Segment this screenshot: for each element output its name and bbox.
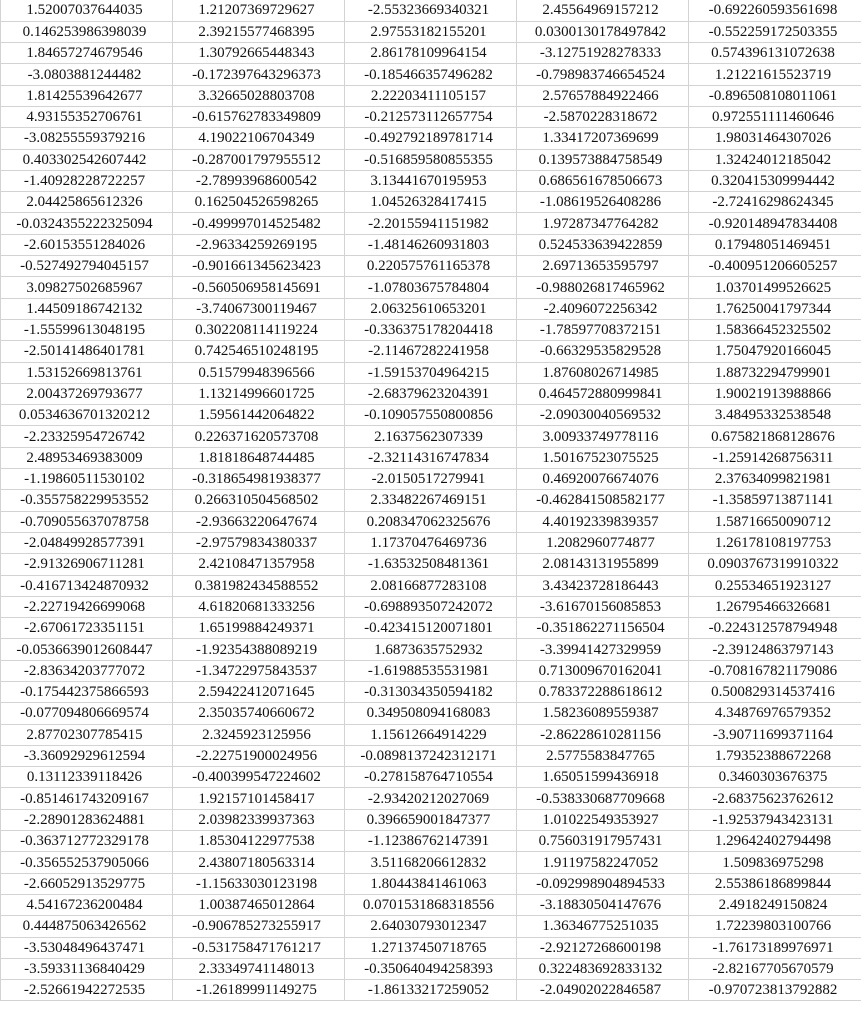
table-cell[interactable]: -0.363712772329178	[1, 831, 173, 852]
table-cell[interactable]: -2.22751900024956	[173, 745, 345, 766]
table-row	[1, 170, 861, 191]
table-row	[1, 490, 861, 511]
table-cell[interactable]: 1.29642402794498	[689, 831, 861, 852]
table-cell[interactable]: 0.146253986398039	[1, 21, 173, 42]
table-cell[interactable]: 3.09827502685967	[1, 277, 173, 298]
table-cell[interactable]: 0.139573884758549	[517, 149, 689, 170]
table-cell[interactable]: 4.61820681333256	[173, 596, 345, 617]
table-row	[1, 128, 861, 149]
table-cell[interactable]: 0.25534651923127	[689, 575, 861, 596]
table-cell[interactable]: 0.0903767319910322	[689, 554, 861, 575]
table-cell[interactable]: 2.3245923125956	[173, 724, 345, 745]
table-cell[interactable]: -0.896508108011061	[689, 85, 861, 106]
table-cell[interactable]: 0.162504526598265	[173, 192, 345, 213]
table-cell[interactable]: -0.920148947834408	[689, 213, 861, 234]
table-row	[1, 362, 861, 383]
table-cell[interactable]: 2.1637562307339	[345, 426, 517, 447]
table-cell[interactable]: 1.59561442064822	[173, 405, 345, 426]
table-cell[interactable]: 3.00933749778116	[517, 426, 689, 447]
table-cell[interactable]: 4.54167236200484	[1, 894, 173, 915]
table-cell[interactable]: -1.86133217259052	[345, 980, 517, 1001]
table-cell[interactable]: -2.60153551284026	[1, 234, 173, 255]
table-cell[interactable]: -2.68375623762612	[689, 788, 861, 809]
table-cell[interactable]: -0.970723813792882	[689, 980, 861, 1001]
table-cell[interactable]: 1.2082960774877	[517, 532, 689, 553]
table-row	[1, 192, 861, 213]
table-cell[interactable]: 1.21207369729627	[173, 0, 345, 21]
table-cell[interactable]: -0.175442375866593	[1, 682, 173, 703]
table-cell[interactable]: -2.82167705670579	[689, 958, 861, 979]
table-row	[1, 554, 861, 575]
table-cell[interactable]: 1.58716650090712	[689, 511, 861, 532]
table-cell[interactable]: -1.59153704964215	[345, 362, 517, 383]
table-cell[interactable]: 1.90021913988866	[689, 383, 861, 404]
table-cell[interactable]: 0.396659001847377	[345, 809, 517, 830]
table-cell[interactable]: 1.26178108197753	[689, 532, 861, 553]
table-row	[1, 426, 861, 447]
table-cell[interactable]: -1.34722975843537	[173, 660, 345, 681]
table-cell[interactable]: 2.03982339937363	[173, 809, 345, 830]
table-row	[1, 703, 861, 724]
table-cell[interactable]: 0.322483692833132	[517, 958, 689, 979]
table-cell[interactable]: 0.742546510248195	[173, 341, 345, 362]
table-cell[interactable]: -0.692260593561698	[689, 0, 861, 21]
table-cell[interactable]: 1.6873635752932	[345, 639, 517, 660]
table-cell[interactable]: 0.0300130178497842	[517, 21, 689, 42]
table-cell[interactable]: 2.08166877283108	[345, 575, 517, 596]
table-cell[interactable]: 0.675821868128676	[689, 426, 861, 447]
table-cell[interactable]: -2.22719426699068	[1, 596, 173, 617]
table-cell[interactable]: -3.18830504147676	[517, 894, 689, 915]
table-cell[interactable]: -1.92537943423131	[689, 809, 861, 830]
table-row	[1, 596, 861, 617]
table-cell[interactable]: -1.19860511530102	[1, 469, 173, 490]
table-cell[interactable]: -2.93420212027069	[345, 788, 517, 809]
table-cell[interactable]: -2.5870228318672	[517, 106, 689, 127]
table-cell[interactable]: -0.709055637078758	[1, 511, 173, 532]
table-cell[interactable]: 2.69713653595797	[517, 256, 689, 277]
table-cell[interactable]: -1.63532508481361	[345, 554, 517, 575]
table-cell[interactable]: 0.574396131072638	[689, 43, 861, 64]
table-cell[interactable]: 1.81425539642677	[1, 85, 173, 106]
table-cell[interactable]: -3.08255559379216	[1, 128, 173, 149]
table-row	[1, 831, 861, 852]
table-cell[interactable]: 1.04526328417415	[345, 192, 517, 213]
table-cell[interactable]: -2.11467282241958	[345, 341, 517, 362]
table-cell[interactable]: -0.0324355222325094	[1, 213, 173, 234]
table-cell[interactable]: 2.22203411105157	[345, 85, 517, 106]
table-cell[interactable]: -3.90711699371164	[689, 724, 861, 745]
table-row	[1, 469, 861, 490]
table-row	[1, 618, 861, 639]
table-cell[interactable]: -0.66329535829528	[517, 341, 689, 362]
table-row	[1, 767, 861, 788]
table-cell[interactable]: -2.52661942272535	[1, 980, 173, 1001]
table-cell[interactable]: 2.06325610653201	[345, 298, 517, 319]
table-row	[1, 980, 861, 1001]
table-cell[interactable]: -3.36092929612594	[1, 745, 173, 766]
table-cell[interactable]: 1.00387465012864	[173, 894, 345, 915]
table-cell[interactable]: -2.32114316747834	[345, 447, 517, 468]
table-cell[interactable]: 2.97553182155201	[345, 21, 517, 42]
table-cell[interactable]: -0.906785273255917	[173, 916, 345, 937]
table-cell[interactable]: 2.00437269793677	[1, 383, 173, 404]
table-cell[interactable]: 2.33482267469151	[345, 490, 517, 511]
table-body	[1, 0, 861, 1001]
table-cell[interactable]: 4.19022106704349	[173, 128, 345, 149]
table-row	[1, 64, 861, 85]
table-cell[interactable]: -1.35859713871141	[689, 490, 861, 511]
table-cell[interactable]: 0.524533639422859	[517, 234, 689, 255]
table-cell[interactable]: -0.109057550800856	[345, 405, 517, 426]
table-cell[interactable]: 1.75047920166045	[689, 341, 861, 362]
table-cell[interactable]: 0.713009670162041	[517, 660, 689, 681]
table-cell[interactable]: -1.08619526408286	[517, 192, 689, 213]
table-cell[interactable]: -3.53048496437471	[1, 937, 173, 958]
table-cell[interactable]: 1.81818648744485	[173, 447, 345, 468]
table-cell[interactable]: 0.3460303676375	[689, 767, 861, 788]
table-cell[interactable]: -2.39124863797143	[689, 639, 861, 660]
table-row	[1, 0, 861, 21]
table-cell[interactable]: -2.04902022846587	[517, 980, 689, 1001]
table-cell[interactable]: 0.381982434588552	[173, 575, 345, 596]
table-cell[interactable]: 1.13214996601725	[173, 383, 345, 404]
table-cell[interactable]: 1.32424012185042	[689, 149, 861, 170]
table-cell[interactable]: 0.0701531868318556	[345, 894, 517, 915]
table-cell[interactable]: 1.27137450718765	[345, 937, 517, 958]
table-cell[interactable]: 2.4918249150824	[689, 894, 861, 915]
table-cell[interactable]: 2.5775583847765	[517, 745, 689, 766]
table-cell[interactable]: 2.04425865612326	[1, 192, 173, 213]
table-cell[interactable]: -0.336375178204418	[345, 319, 517, 340]
table-cell[interactable]: -2.23325954726742	[1, 426, 173, 447]
table-cell[interactable]: -2.0150517279941	[345, 469, 517, 490]
table-row	[1, 341, 861, 362]
table-cell[interactable]: 0.444875063426562	[1, 916, 173, 937]
table-cell[interactable]: -3.39941427329959	[517, 639, 689, 660]
table-cell[interactable]: 2.55386186899844	[689, 873, 861, 894]
table-cell[interactable]: -0.552259172503355	[689, 21, 861, 42]
table-cell[interactable]: -2.04849928577391	[1, 532, 173, 553]
table-cell[interactable]: 3.32665028803708	[173, 85, 345, 106]
table-cell[interactable]: -2.09030040569532	[517, 405, 689, 426]
table-cell[interactable]: -0.0898137242312171	[345, 745, 517, 766]
table-cell[interactable]: 1.03701499526625	[689, 277, 861, 298]
table-row	[1, 809, 861, 830]
table-cell[interactable]: -0.527492794045157	[1, 256, 173, 277]
table-cell[interactable]: 0.500829314537416	[689, 682, 861, 703]
table-cell[interactable]: 0.51579948396566	[173, 362, 345, 383]
table-row	[1, 21, 861, 42]
table-cell[interactable]: 0.226371620573708	[173, 426, 345, 447]
table-cell[interactable]: -2.83634203777072	[1, 660, 173, 681]
table-cell[interactable]: -0.224312578794948	[689, 618, 861, 639]
table-cell[interactable]: -0.416713424870932	[1, 575, 173, 596]
table-cell[interactable]: 0.17948051469451	[689, 234, 861, 255]
table-cell[interactable]: -0.698893507242072	[345, 596, 517, 617]
table-row	[1, 958, 861, 979]
table-cell[interactable]: -0.356552537905066	[1, 852, 173, 873]
table-cell[interactable]: -1.12386762147391	[345, 831, 517, 852]
table-row	[1, 682, 861, 703]
table-cell[interactable]: 1.98031464307026	[689, 128, 861, 149]
table-cell[interactable]: -2.93663220647674	[173, 511, 345, 532]
table-cell[interactable]: -0.798983746654524	[517, 64, 689, 85]
table-cell[interactable]: 3.51168206612832	[345, 852, 517, 873]
table-cell[interactable]: 4.93155352706761	[1, 106, 173, 127]
table-cell[interactable]: 0.266310504568502	[173, 490, 345, 511]
table-cell[interactable]: 0.756031917957431	[517, 831, 689, 852]
table-cell[interactable]: 1.92157101458417	[173, 788, 345, 809]
table-cell[interactable]: -0.560506958145691	[173, 277, 345, 298]
table-cell[interactable]: 0.0534636701320212	[1, 405, 173, 426]
table-cell[interactable]: -3.12751928278333	[517, 43, 689, 64]
table-cell[interactable]: 1.33417207369699	[517, 128, 689, 149]
table-cell[interactable]: 2.59422412071645	[173, 682, 345, 703]
table-cell[interactable]: 0.320415309994442	[689, 170, 861, 191]
table-row	[1, 43, 861, 64]
table-cell[interactable]: 1.65051599436918	[517, 767, 689, 788]
table-cell[interactable]: 1.72239803100766	[689, 916, 861, 937]
table-cell[interactable]: 0.783372288618612	[517, 682, 689, 703]
table-cell[interactable]: -0.499997014525482	[173, 213, 345, 234]
table-cell[interactable]: 0.220575761165378	[345, 256, 517, 277]
table-row	[1, 745, 861, 766]
table-cell[interactable]: 2.35035740660672	[173, 703, 345, 724]
table-cell[interactable]: 2.43807180563314	[173, 852, 345, 873]
table-row	[1, 852, 861, 873]
table-row	[1, 575, 861, 596]
table-row	[1, 532, 861, 553]
table-cell[interactable]: 2.87702307785415	[1, 724, 173, 745]
table-cell[interactable]: -1.40928228722257	[1, 170, 173, 191]
table-cell[interactable]: -2.66052913529775	[1, 873, 173, 894]
table-cell[interactable]: -1.48146260931803	[345, 234, 517, 255]
table-row	[1, 724, 861, 745]
table-cell[interactable]: 2.33349741148013	[173, 958, 345, 979]
table-row	[1, 405, 861, 426]
table-cell[interactable]: 1.85304122977538	[173, 831, 345, 852]
table-cell[interactable]: -0.313034350594182	[345, 682, 517, 703]
table-row	[1, 319, 861, 340]
table-cell[interactable]: 1.80443841461063	[345, 873, 517, 894]
table-cell[interactable]: 0.403302542607442	[1, 149, 173, 170]
table-cell[interactable]: -0.212573112657754	[345, 106, 517, 127]
table-cell[interactable]: -0.092998904894533	[517, 873, 689, 894]
table-cell[interactable]: -0.423415120071801	[345, 618, 517, 639]
table-cell[interactable]: 2.39215577468395	[173, 21, 345, 42]
table-cell[interactable]: 2.37634099821981	[689, 469, 861, 490]
table-cell[interactable]: 1.87608026714985	[517, 362, 689, 383]
table-cell[interactable]: -2.50141486401781	[1, 341, 173, 362]
table-cell[interactable]: -3.74067300119467	[173, 298, 345, 319]
table-cell[interactable]: -2.78993968600542	[173, 170, 345, 191]
table-cell[interactable]: 0.972551111460646	[689, 106, 861, 127]
table-row	[1, 256, 861, 277]
table-cell[interactable]: 4.40192339839357	[517, 511, 689, 532]
table-cell[interactable]: 1.36346775251035	[517, 916, 689, 937]
table-cell[interactable]: -0.185466357496282	[345, 64, 517, 85]
table-cell[interactable]: -1.92354388089219	[173, 639, 345, 660]
table-cell[interactable]: 2.08143131955899	[517, 554, 689, 575]
table-cell[interactable]: -0.708167821179086	[689, 660, 861, 681]
table-cell[interactable]: -2.28901283624881	[1, 809, 173, 830]
table-cell[interactable]: -0.355758229953552	[1, 490, 173, 511]
table-cell[interactable]: 1.65199884249371	[173, 618, 345, 639]
table-cell[interactable]: -3.0803881244482	[1, 64, 173, 85]
table-cell[interactable]: 1.97287347764282	[517, 213, 689, 234]
table-cell[interactable]: 2.64030793012347	[345, 916, 517, 937]
table-cell[interactable]: -3.59331136840429	[1, 958, 173, 979]
table-cell[interactable]: 1.26795466326681	[689, 596, 861, 617]
table-cell[interactable]: -0.531758471761217	[173, 937, 345, 958]
table-cell[interactable]: 2.45564969157212	[517, 0, 689, 21]
table-cell[interactable]: 3.48495332538548	[689, 405, 861, 426]
table-cell[interactable]: 0.13112339118426	[1, 767, 173, 788]
table-cell[interactable]: -1.15633030123198	[173, 873, 345, 894]
table-cell[interactable]: 1.58236089559387	[517, 703, 689, 724]
table-cell[interactable]: 0.208347062325676	[345, 511, 517, 532]
table-cell[interactable]: -1.61988535531981	[345, 660, 517, 681]
table-cell[interactable]: 0.686561678506673	[517, 170, 689, 191]
table-cell[interactable]: 1.79352388672268	[689, 745, 861, 766]
table-row	[1, 383, 861, 404]
table-cell[interactable]: 0.46920076674076	[517, 469, 689, 490]
table-cell[interactable]: -1.76173189976971	[689, 937, 861, 958]
table-cell[interactable]: -0.278158764710554	[345, 767, 517, 788]
table-cell[interactable]: -1.25914268756311	[689, 447, 861, 468]
table-cell[interactable]: 1.52007037644035	[1, 0, 173, 21]
table-cell[interactable]: -2.20155941151982	[345, 213, 517, 234]
table-cell[interactable]: -3.61670156085853	[517, 596, 689, 617]
table-cell[interactable]: -1.55599613048195	[1, 319, 173, 340]
table-cell[interactable]: -2.86228610281156	[517, 724, 689, 745]
table-cell[interactable]: 2.48953469383009	[1, 447, 173, 468]
table-cell[interactable]: -0.318654981938377	[173, 469, 345, 490]
table-row	[1, 149, 861, 170]
table-cell[interactable]: -0.492792189781714	[345, 128, 517, 149]
table-row	[1, 277, 861, 298]
table-cell[interactable]: -1.07803675784804	[345, 277, 517, 298]
table-cell[interactable]: -1.78597708372151	[517, 319, 689, 340]
table-row	[1, 213, 861, 234]
table-row	[1, 937, 861, 958]
table-cell[interactable]: -0.077094806669574	[1, 703, 173, 724]
table-cell[interactable]: -0.851461743209167	[1, 788, 173, 809]
table-row	[1, 298, 861, 319]
table-cell[interactable]: -2.67061723351151	[1, 618, 173, 639]
table-cell[interactable]: 1.53152669813761	[1, 362, 173, 383]
table-cell[interactable]: 1.58366452325502	[689, 319, 861, 340]
table-cell[interactable]: -2.55323669340321	[345, 0, 517, 21]
table-cell[interactable]: 4.34876976579352	[689, 703, 861, 724]
table-row	[1, 106, 861, 127]
table-cell[interactable]: -0.462841508582177	[517, 490, 689, 511]
table-cell[interactable]: -1.26189991149275	[173, 980, 345, 1001]
table-cell[interactable]: 0.464572880999841	[517, 383, 689, 404]
table-cell[interactable]: -0.287001797955512	[173, 149, 345, 170]
table-cell[interactable]: -0.901661345623423	[173, 256, 345, 277]
table-cell[interactable]: -0.538330687709668	[517, 788, 689, 809]
table-row	[1, 873, 861, 894]
table-cell[interactable]: -2.72416298624345	[689, 192, 861, 213]
table-cell[interactable]: 2.42108471357958	[173, 554, 345, 575]
table-cell[interactable]: 1.509836975298	[689, 852, 861, 873]
table-cell[interactable]: -0.615762783349809	[173, 106, 345, 127]
table-cell[interactable]: -2.4096072256342	[517, 298, 689, 319]
table-cell[interactable]: -2.68379623204391	[345, 383, 517, 404]
table-cell[interactable]: -0.400399547224602	[173, 767, 345, 788]
table-cell[interactable]: 1.44509186742132	[1, 298, 173, 319]
table-cell[interactable]: 3.43423728186443	[517, 575, 689, 596]
table-cell[interactable]: 1.84657274679546	[1, 43, 173, 64]
table-cell[interactable]: 1.50167523075525	[517, 447, 689, 468]
table-cell[interactable]: 1.17370476469736	[345, 532, 517, 553]
table-cell[interactable]: 1.21221615523719	[689, 64, 861, 85]
table-cell[interactable]: 1.88732294799901	[689, 362, 861, 383]
table-row	[1, 85, 861, 106]
table-cell[interactable]: -2.97579834380337	[173, 532, 345, 553]
table-cell[interactable]: -0.172397643296373	[173, 64, 345, 85]
table-row	[1, 660, 861, 681]
table-cell[interactable]: -2.96334259269195	[173, 234, 345, 255]
table-row	[1, 234, 861, 255]
table-row	[1, 511, 861, 532]
table-cell[interactable]: 0.349508094168083	[345, 703, 517, 724]
table-cell[interactable]: -0.516859580855355	[345, 149, 517, 170]
table-cell[interactable]: 1.15612664914229	[345, 724, 517, 745]
table-cell[interactable]: 0.302208114119224	[173, 319, 345, 340]
table-row	[1, 894, 861, 915]
table-cell[interactable]: -0.350640494258393	[345, 958, 517, 979]
table-cell[interactable]: 3.13441670195953	[345, 170, 517, 191]
table-cell[interactable]: 2.57657884922466	[517, 85, 689, 106]
table-cell[interactable]: 2.86178109964154	[345, 43, 517, 64]
table-row	[1, 639, 861, 660]
table-cell[interactable]: -2.92127268600198	[517, 937, 689, 958]
table-row	[1, 447, 861, 468]
table-cell[interactable]: 1.76250041797344	[689, 298, 861, 319]
table-cell[interactable]: -0.988026817465962	[517, 277, 689, 298]
table-cell[interactable]: -2.91326906711281	[1, 554, 173, 575]
table-row	[1, 916, 861, 937]
table-cell[interactable]: -0.400951206605257	[689, 256, 861, 277]
table-cell[interactable]: -0.351862271156504	[517, 618, 689, 639]
table-cell[interactable]: 1.01022549353927	[517, 809, 689, 830]
table-cell[interactable]: -0.0536639012608447	[1, 639, 173, 660]
table-row	[1, 788, 861, 809]
table-cell[interactable]: 1.91197582247052	[517, 852, 689, 873]
table-cell[interactable]: 1.30792665448343	[173, 43, 345, 64]
